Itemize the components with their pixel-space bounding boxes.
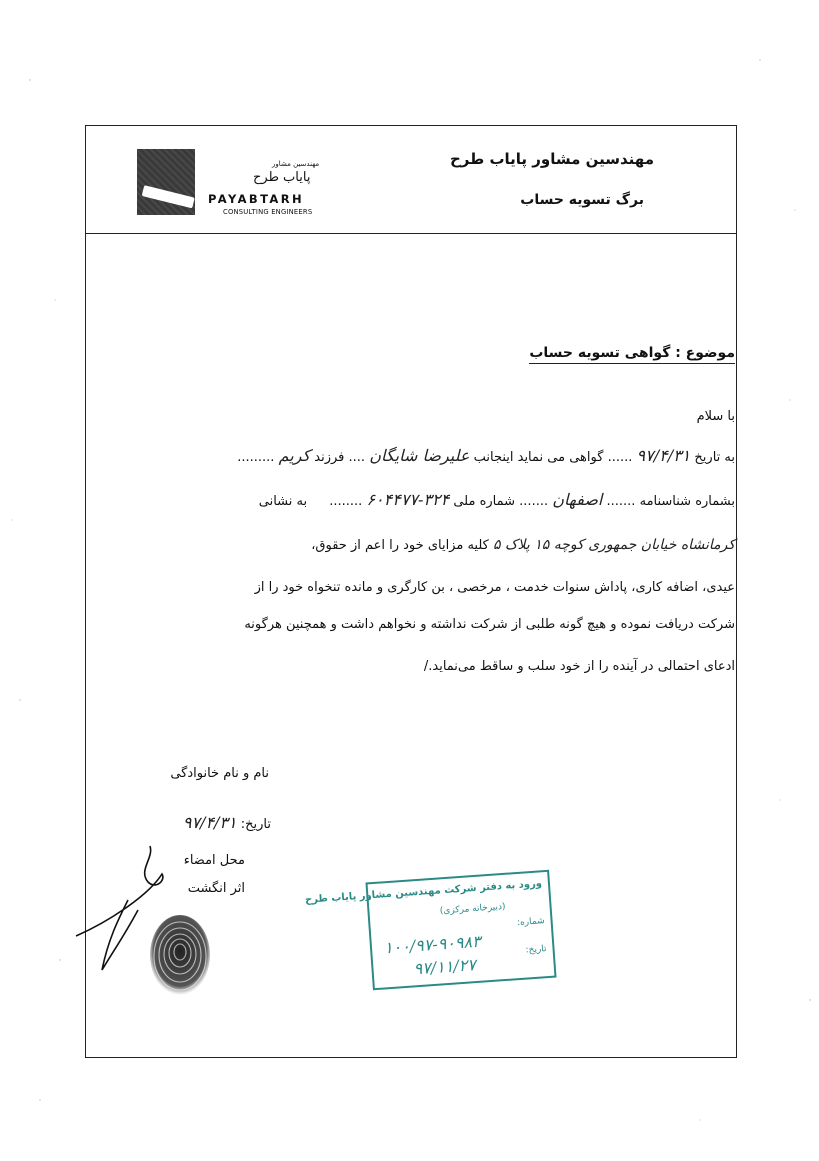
stamp-number-label: شماره: (516, 916, 545, 929)
signature-label: محل امضاء (183, 853, 245, 868)
body-line-4: عیدی، اضافه کاری، پاداش سنوات خدمت ، مرخصی ، بن کارگری و مانده تنخواه خود را از (254, 580, 735, 595)
name-label: نام و نام خانوادگی (170, 766, 269, 781)
fingerprint-icon (145, 912, 215, 998)
logo-text-en: PAYABTARH (208, 192, 304, 206)
footer-date (183, 813, 271, 832)
footer-date-value: ۹۷/۴/۳۱ (182, 813, 237, 832)
child-of-label: فرزند (314, 450, 345, 465)
greeting: با سلام (696, 409, 735, 424)
stamp-header: ورود به دفتر شرکت مهندسین مشاور پایاب طرح (304, 878, 543, 906)
stamp-date-value: ۹۷/۱۱/۲۷ (412, 955, 477, 979)
stamp-number-value: ۱۰۰/۹۷-۹۰۹۸۳ (383, 931, 482, 958)
payabtarh-logo-icon (137, 149, 195, 215)
dots: ...... (607, 450, 633, 465)
date-label: به تاریخ (694, 450, 735, 465)
stamp-subheader: (دبیرخانه مرکزی) (439, 901, 506, 917)
id-label: بشماره شناسنامه (639, 494, 735, 509)
dots: ......... (237, 450, 275, 465)
id-value: اصفهان (552, 490, 603, 509)
subject-line: موضوع : گواهی تسویه حساب (529, 345, 735, 364)
form-title: برگ تسویه حساب (520, 192, 644, 208)
certify-text: گواهی می نماید اینجانب (473, 450, 604, 465)
footer-date-label: تاریخ: (240, 817, 271, 832)
stamp-date-label: تاریخ: (525, 944, 547, 956)
header-divider (86, 233, 736, 234)
date-value: ۹۷/۴/۳۱ (636, 446, 691, 465)
logo-text-en-sub: CONSULTING ENGINEERS (223, 208, 313, 216)
body-line-6: ادعای احتمالی در آینده را از خود سلب و ساقط می‌نماید./ (423, 659, 735, 674)
dots: .... (348, 450, 366, 465)
dots: ....... (519, 494, 549, 509)
address-label: به نشانی (258, 494, 308, 509)
employee-name: علیرضا شایگان (369, 446, 470, 465)
body-line-3 (311, 537, 735, 553)
fingerprint-label: اثر انگشت (187, 881, 245, 896)
dots: ........ (329, 494, 363, 509)
receipt-stamp (304, 870, 556, 991)
body-line-5: شرکت دریافت نموده و هیچ گونه طلبی از شرکت نداشته و نخواهم داشت و همچنین هرگونه (244, 617, 735, 632)
body-line-1 (237, 446, 735, 465)
company-name: مهندسین مشاور پایاب طرح (449, 150, 654, 168)
body-line-3-text: کلیه مزایای خود را اعم از حقوق، (311, 538, 489, 553)
national-label: شماره ملی (453, 494, 516, 509)
dots: ....... (606, 494, 636, 509)
address-value: کرمانشاه خیابان جمهوری کوچه ۱۵ پلاک ۵ (492, 537, 735, 553)
father-name: کریم (278, 446, 311, 465)
logo-text-fa-small: مهندسین مشاور (272, 160, 320, 168)
logo-text-fa: پایاب طرح (253, 170, 311, 185)
body-line-2 (259, 490, 735, 509)
national-value: ۳۲۴-۶۰۴۴۷۷ (366, 490, 450, 509)
